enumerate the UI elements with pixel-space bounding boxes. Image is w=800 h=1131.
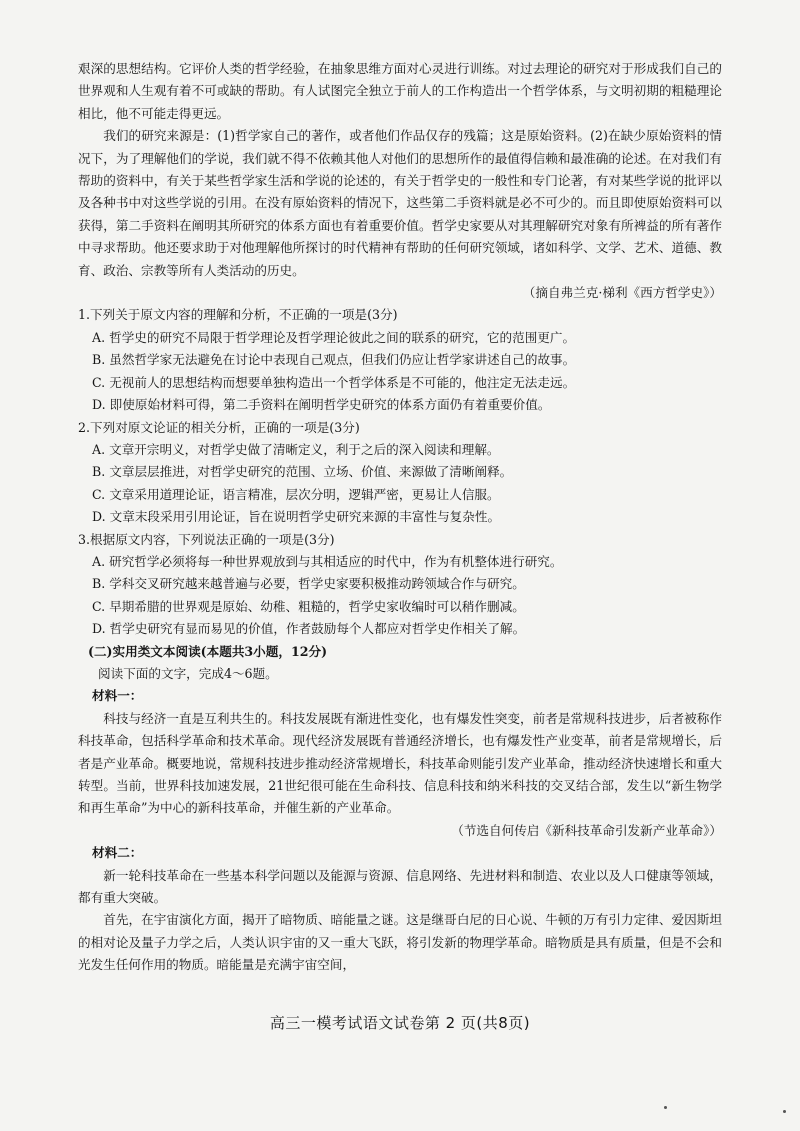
scan-speck [783, 1110, 786, 1113]
passage-paragraph-1: 艰深的思想结构。它评价人类的哲学经验，在抽象思维方面对心灵进行训练。对过去理论的研究对于形成我们自己的世界观和人生观有着不可或缺的帮助。有人试图完全独立于前人的工作构造出一个哲学体系，与文明初期的粗糙理论相比，他不可能走得更远。 [78, 61, 722, 121]
material-2-paragraph-1: 新一轮科技革命在一些基本科学问题以及能源与资源、信息网络、先进材料和制造、农业以及人口健康等领域，都有重大突破。 [78, 867, 722, 906]
option-b: B. 文章层层推进，对哲学史研究的范围、立场、价值、来源做了清晰阐释。 [92, 464, 513, 480]
question-stem: 1.下列关于原文内容的理解和分析，不正确的一项是(3分) [78, 307, 398, 323]
section-instruction: 阅读下面的文字，完成4～6题。 [98, 665, 278, 681]
option-c: C. 文章采用道理论证，语言精准，层次分明，逻辑严密，更易让人信服。 [92, 486, 500, 502]
question-3 [78, 529, 722, 641]
material-1-label: 材料一： [92, 688, 143, 704]
option-c: C. 无视前人的思想结构而想要单独构造出一个哲学体系是不可能的，他注定无法走远。 [92, 374, 576, 390]
page-footer: 高三一模考试语文试卷第 2 页(共8页) [269, 1014, 531, 1032]
question-stem: 3.根据原文内容，下列说法正确的一项是(3分) [78, 531, 335, 547]
option-d: D. 哲学史研究有显而易见的价值，作者鼓励每个人都应对哲学史作相关了解。 [92, 621, 526, 637]
passage-paragraph-2: 我们的研究来源是：(1)哲学家自己的著作，或者他们作品仅存的残篇；这是原始资料。(2)在缺少原始资料的情况下，为了理解他们的学说，我们就不得不依赖其他人对他们的思想所作的最值得信赖和最准确的论述。在对我们有帮助的资料中，有关于某些哲学家生活和学说的论述的，有关于哲学史的一般性和专门论著，有对某些学说的批评以及各种书中对这些学说的引用。在没有原始资料的情况下，这些第二手资料就是必不可少的。而且即使原始资料可以获得，第二手资料在阐明其所研究的体系方面也有着重要价值。哲学史家要从对其理解研究对象有所裨益的所有著作中寻求帮助。他还要求助于对他理解他所探讨的时代精神有帮助的任何研究领域，诸如科学、文学、艺术、道德、教育、政治、宗教等所有人类活动的历史。 [78, 128, 722, 278]
material-2-paragraph-2: 首先，在宇宙演化方面，揭开了暗物质、暗能量之谜。这是继哥白尼的日心说、牛顿的万有引力定律、爱因斯坦的相对论及量子力学之后，人类认识宇宙的又一重大飞跃，将引发新的物理学革命。暗物质是具有质量，但是不会和光发生任何作用的物质。暗能量是充满宇宙空间， [78, 912, 722, 973]
option-a: A. 哲学史的研究不局限于哲学理论及哲学理论彼此之间的联系的研究，它的范围更广。 [92, 329, 576, 345]
question-stem: 2.下列对原文论证的相关分析，正确的一项是(3分) [78, 419, 360, 435]
material-1-text: 科技与经济一直是互利共生的。科技发展既有渐进性变化，也有爆发性突变，前者是常规科技进步，后者被称作科技革命，包括科学革命和技术革命。现代经济发展既有普通经济增长，也有爆发性产业变革，前者是常规增长，后者是产业革命。概要地说，常规科技进步推动经济常规增长，科技革命则能引发产业革命，推动经济快速增长和重大转型。当前，世界科技加速发展，21世纪很可能在生命科技、信息科技和纳米科技的交叉结合部，发生以“新生物学和再生革命”为中心的新科技革命，并催生新的产业革命。 [78, 710, 722, 816]
material-1-source: （节选自何传启《新科技革命引发新产业革命》） [451, 822, 722, 838]
material-2-label: 材料二： [92, 845, 143, 861]
question-1 [78, 304, 722, 416]
scan-speck [664, 1106, 667, 1109]
option-c: C. 早期希腊的世界观是原始、幼稚、粗糙的，哲学史家收编时可以稍作删减。 [92, 598, 525, 614]
option-b: B. 虽然哲学家无法避免在讨论中表现自己观点，但我们仍应让哲学家讲述自己的故事。 [92, 352, 576, 368]
exam-page-content [78, 58, 722, 977]
option-d: D. 文章末段采用引用论证，旨在说明哲学史研究来源的丰富性与复杂性。 [92, 509, 501, 525]
option-b: B. 学科交叉研究越来越普遍与必要，哲学史家要积极推动跨领域合作与研究。 [92, 576, 525, 592]
option-a: A. 研究哲学必须将每一种世界观放到与其相适应的时代中，作为有机整体进行研究。 [92, 553, 563, 569]
option-a: A. 文章开宗明义，对哲学史做了清晰定义，利于之后的深入阅读和理解。 [92, 441, 500, 457]
passage-source: （摘自弗兰克·梯利《西方哲学史》） [522, 285, 722, 301]
section-heading: (二)实用类文本阅读(本题共3小题，12分) [88, 643, 328, 659]
question-2 [78, 417, 722, 529]
option-d: D. 即使原始材料可得，第二手资料在阐明哲学史研究的体系方面仍有着重要价值。 [92, 397, 551, 413]
